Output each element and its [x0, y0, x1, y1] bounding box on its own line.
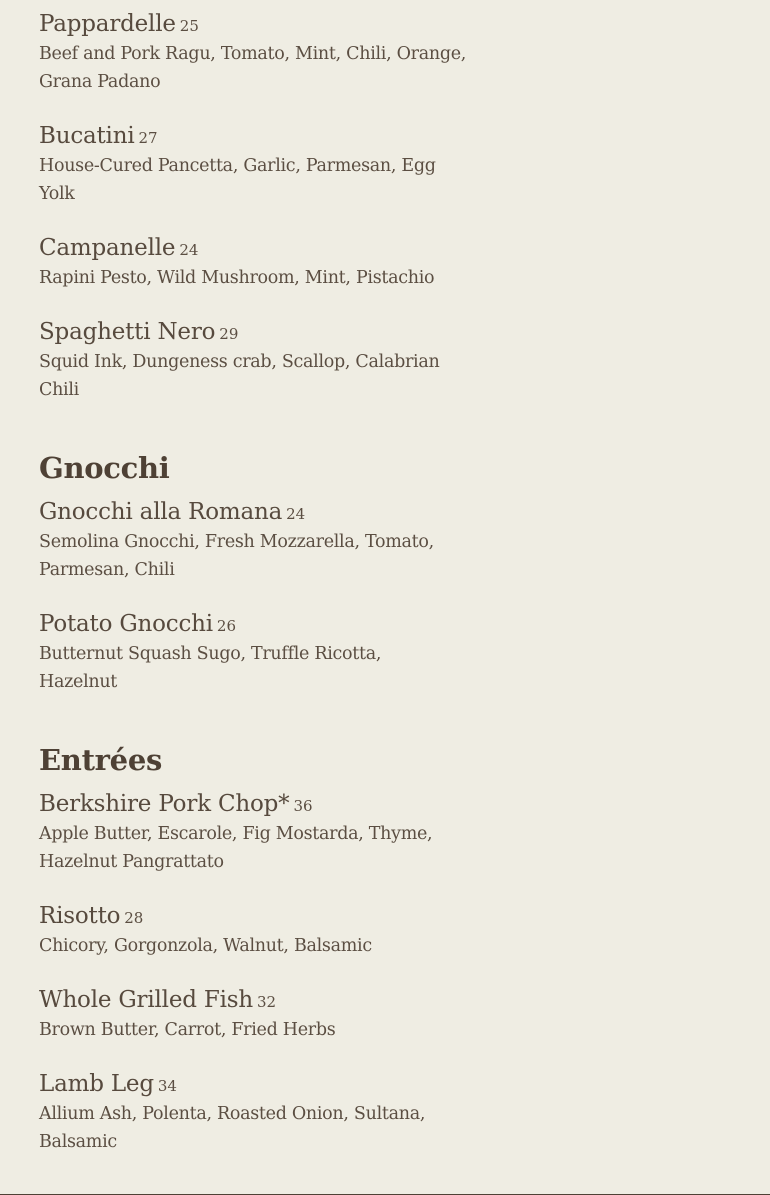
item-description-line: Hazelnut: [39, 672, 118, 692]
menu-content: [39, 0, 469, 1156]
item-description-line: Allium Ash, Polenta, Roasted Onion, Sultana,: [39, 1104, 426, 1124]
item-description-line: Yolk: [39, 184, 75, 204]
menu-item-header: [39, 232, 469, 264]
item-price: 28: [124, 909, 144, 927]
item-name: Lamb Leg: [39, 1071, 154, 1097]
menu-item-header: [39, 1068, 469, 1100]
section-title-gnocchi: Gnocchi: [39, 451, 170, 485]
item-name: Pappardelle: [39, 11, 176, 37]
item-price: 32: [257, 993, 277, 1011]
item-name: Campanelle: [39, 235, 176, 261]
item-description-line: Parmesan, Chili: [39, 560, 175, 580]
menu-item-header: [39, 316, 469, 348]
menu-item-bucatini: [39, 120, 469, 208]
menu-item-whole-grilled-fish: [39, 984, 469, 1044]
item-description-line: Brown Butter, Carrot, Fried Herbs: [39, 1020, 336, 1040]
item-name: Whole Grilled Fish: [39, 987, 253, 1013]
menu-item-gnocchi-alla-romana: [39, 496, 469, 584]
item-description-line: House-Cured Pancetta, Garlic, Parmesan, Egg: [39, 156, 436, 176]
item-name: Risotto: [39, 903, 121, 929]
item-price: 24: [286, 505, 306, 523]
item-price: 36: [293, 797, 313, 815]
item-name: Gnocchi alla Romana: [39, 499, 283, 525]
menu-item-potato-gnocchi: [39, 608, 469, 696]
section-title-entrees: Entrées: [39, 743, 162, 777]
menu-item-header: [39, 900, 469, 932]
item-price: 24: [179, 241, 199, 259]
item-name: Spaghetti Nero: [39, 319, 216, 345]
menu-item-risotto: [39, 900, 469, 960]
menu-item-header: [39, 120, 469, 152]
menu-item-header: [39, 496, 469, 528]
menu-item-berkshire-pork-chop: [39, 788, 469, 876]
item-description-line: Chili: [39, 380, 79, 400]
item-price: 26: [216, 617, 237, 635]
item-price: 27: [138, 129, 158, 147]
item-name: Potato Gnocchi: [39, 611, 213, 637]
menu-item-header: [39, 608, 469, 640]
menu-item-spaghetti-nero: [39, 316, 469, 404]
item-description-line: Hazelnut Pangrattato: [39, 852, 224, 872]
item-description-line: Squid Ink, Dungeness crab, Scallop, Calabrian: [39, 352, 440, 372]
item-description-line: Butternut Squash Sugo, Truffle Ricotta,: [39, 644, 382, 664]
menu-item-campanelle: [39, 232, 469, 292]
menu-item-lamb-leg: [39, 1068, 469, 1156]
menu-item-header: [39, 8, 469, 40]
item-description-line: Balsamic: [39, 1132, 117, 1152]
menu-item-header: [39, 984, 469, 1016]
item-description-line: Grana Padano: [39, 72, 161, 92]
item-name: Berkshire Pork Chop*: [39, 791, 290, 817]
item-description-line: Chicory, Gorgonzola, Walnut, Balsamic: [39, 936, 372, 956]
item-description-line: Semolina Gnocchi, Fresh Mozzarella, Tomato,: [39, 532, 434, 552]
item-price: 29: [219, 325, 239, 343]
item-name: Bucatini: [39, 123, 135, 149]
item-description-line: Apple Butter, Escarole, Fig Mostarda, Thyme,: [39, 824, 433, 844]
menu-item-header: [39, 788, 469, 820]
item-description-line: Rapini Pesto, Wild Mushroom, Mint, Pistachio: [39, 268, 435, 288]
menu-item-pappardelle: [39, 8, 469, 96]
item-price: 34: [157, 1077, 177, 1095]
item-price: 25: [179, 17, 199, 35]
item-description-line: Beef and Pork Ragu, Tomato, Mint, Chili, Orange,: [39, 44, 467, 64]
